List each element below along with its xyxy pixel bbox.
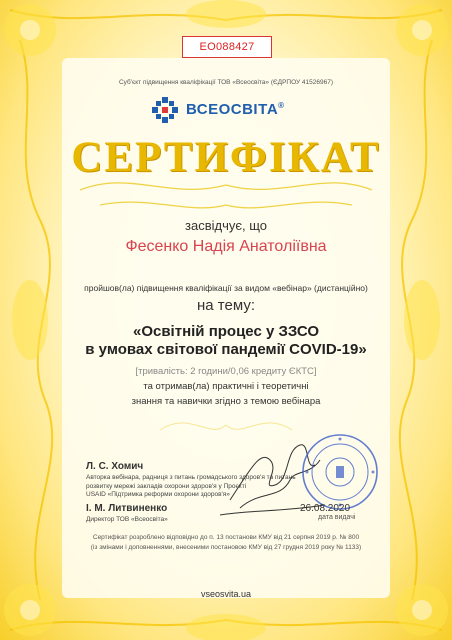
certificate-code: ЕО088427 [182, 36, 272, 58]
issue-date: 26.08.2020 [300, 503, 351, 514]
completed-text: пройшов(ла) підвищення кваліфікації за видом «вебінар» (дистанційно) [84, 283, 368, 293]
topic-line-1: «Освітній процес у ЗЗСО [132, 323, 320, 340]
website-link[interactable]: vseosvita.ua [200, 589, 252, 599]
issuer-line: Суб'єкт підвищення кваліфікації ТОВ «Всеосвіта» (ЄДРПОУ 41526967) [118, 79, 334, 86]
topic-line-2: в умовах світової пандемії COVID-19» [85, 341, 367, 358]
vseosvita-logo-icon [150, 95, 180, 130]
signatory-1-role: Авторка вебінара, радниця з питань громадського здоров'я та питань розвитку мережі закладів охорони здоров'я у Проєкті USAID «Підтримка реформи охорони здоров'я» [86, 474, 296, 498]
signatory-1-name: Л. С. Хомич [86, 461, 144, 472]
certificate-title: СЕРТИФІКАТ [71, 134, 381, 181]
certifies-text: засвідчує, що [185, 218, 267, 233]
duration-text: [тривалість: 2 години/0,06 кредиту ЄКТС] [135, 366, 317, 377]
official-stamp-icon [300, 432, 380, 512]
footer-legal-line-1: Сертифікат розроблено відповідно до п. 13 постанови КМУ від 21 серпня 2019 р. № 800 [92, 534, 360, 541]
on-topic-label: на тему: [197, 297, 255, 314]
recipient-name: Фесенко Надія Анатоліївна [125, 238, 327, 255]
received-line-2: знання та навички згідно з темою вебінара [131, 396, 321, 407]
signatory-2-role: Директор ТОВ «Всеосвіта» [86, 516, 168, 523]
issue-date-label: дата видачі [318, 514, 356, 521]
footer-legal-line-2: (із змінами і доповненнями, внесеними постановою КМУ від 27 грудня 2019 року № 1133) [90, 544, 362, 551]
signatory-2-name: І. М. Литвиненко [86, 503, 168, 514]
received-line-1: та отримав(ла) практичні і теоретичні [143, 381, 309, 392]
logo-text: ВСЕОСВІТА® [186, 101, 285, 118]
